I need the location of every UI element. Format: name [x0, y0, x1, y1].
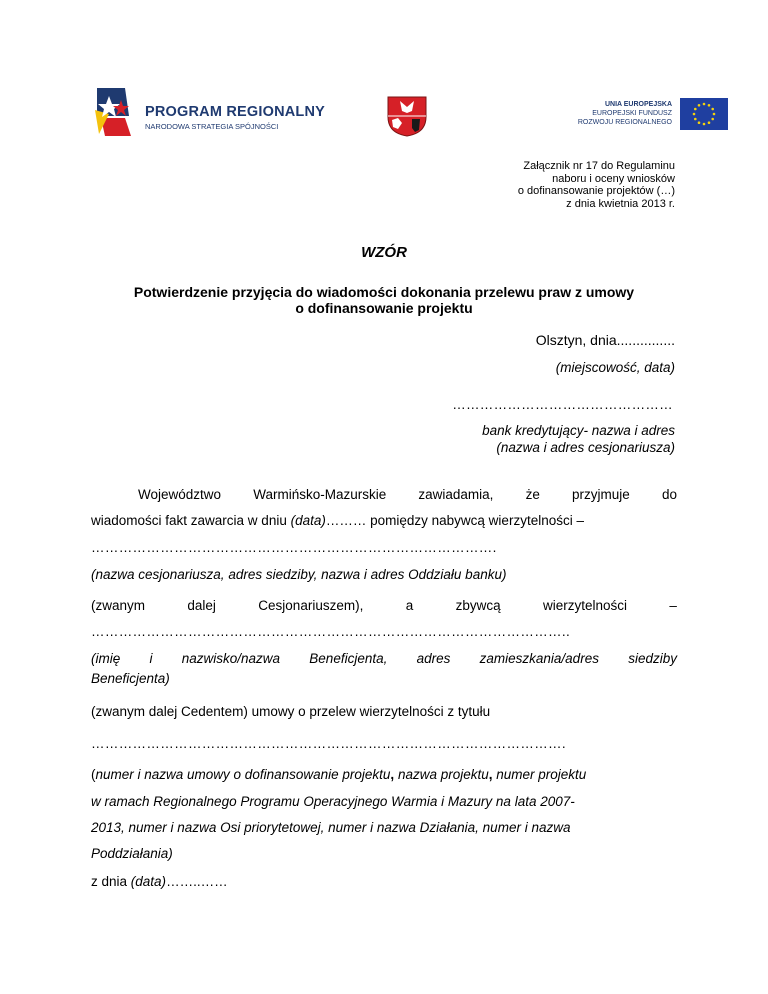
bank-caption-line1: bank kredytujący- nazwa i adres: [482, 423, 675, 438]
bank-caption-line2: (nazwa i adres cesjonariusza): [496, 440, 675, 455]
place-date: Olsztyn, dnia...............: [535, 332, 675, 348]
paragraph-1-dots: …………………………………………………………………………….: [91, 540, 497, 555]
program-regionalny-logo: [95, 86, 335, 138]
text: nazwa projektu: [397, 767, 489, 782]
paragraph-5: (zwanym dalej Cedentem) umowy o przelew wierzytelności z tytułu: [91, 704, 491, 719]
paragraph-6-line3: 2013, numer i nazwa Osi priorytetowej, numer i nazwa Działania, numer i nazwa: [91, 820, 571, 835]
annex-line: Załącznik nr 17 do Regulaminu: [523, 160, 675, 172]
eu-fund-line2: ROZWOJU REGIONALNEGO: [577, 119, 672, 126]
word: zamieszkania/adres: [479, 651, 599, 666]
text: (data): [130, 874, 167, 889]
annex-line: z dnia kwietnia 2013 r.: [566, 197, 675, 210]
text: (data): [290, 513, 326, 528]
coat-of-arms-icon: [386, 95, 428, 137]
annex-line: naboru i oceny wniosków: [552, 172, 675, 185]
bank-placeholder: …………………………………………: [452, 397, 673, 412]
place-date-caption: (miejscowość, data): [555, 360, 675, 375]
text: (: [91, 767, 96, 782]
paragraph-3-dots: …………………………………………………………………………………………..: [91, 624, 571, 639]
text: wiadomości fakt zawarcia w dniu: [91, 513, 291, 528]
template-label: WZÓR: [361, 244, 407, 261]
word: do: [661, 487, 677, 502]
word: siedziby: [628, 651, 677, 666]
eu-fund-line1: EUROPEJSKI FUNDUSZ: [592, 110, 672, 117]
program-regionalny-emblem-icon: [95, 86, 141, 138]
word: Województwo: [138, 487, 222, 502]
annex-line: o dofinansowanie projektów (…): [517, 185, 675, 197]
paragraph-6-line1: [91, 767, 677, 782]
bank-caption: [482, 422, 675, 456]
text: numer i nazwa umowy o dofinansowanie projektu: [95, 767, 391, 782]
eu-logo-text: [578, 100, 672, 127]
word: (imię: [91, 651, 121, 666]
text: ,: [390, 767, 398, 782]
word: zbywcą: [455, 598, 501, 613]
word: Beneficjenta,: [309, 651, 388, 666]
text: z dnia: [91, 874, 131, 889]
program-logo-subtitle: NARODOWA STRATEGIA SPÓJNOŚCI: [145, 122, 279, 131]
text: ……..……: [166, 874, 228, 889]
word: i: [149, 651, 153, 666]
annex-info: [518, 160, 675, 210]
paragraph-1-line1: [138, 487, 677, 502]
word: że: [525, 487, 540, 502]
text: ……… pomiędzy nabywcą wierzytelności –: [325, 513, 584, 528]
word: wierzytelności: [543, 598, 628, 613]
word: nazwisko/nazwa: [181, 651, 281, 666]
paragraph-5-dots: ………………………………………………………………………………………….: [91, 736, 567, 751]
word: zawiadamia,: [418, 487, 494, 502]
paragraph-3-line1: [91, 598, 677, 613]
word: Cesjonariuszem),: [258, 598, 364, 613]
word: przyjmuje: [572, 487, 630, 502]
header-logos: [0, 80, 768, 150]
text: numer projektu: [496, 767, 587, 782]
document-title-line1: Potwierdzenie przyjęcia do wiadomości dokonania przelewu praw z umowy: [133, 284, 635, 300]
text: ,: [488, 767, 497, 782]
word: adres: [416, 651, 451, 666]
word: (zwanym: [91, 598, 146, 613]
document-title-line2: o dofinansowanie projektu: [295, 300, 473, 316]
word: –: [669, 598, 677, 613]
paragraph-4-line2: Beneficjenta): [91, 671, 170, 686]
word: dalej: [187, 598, 216, 613]
program-logo-title: PROGRAM REGIONALNY: [145, 104, 326, 120]
word: a: [405, 598, 414, 613]
paragraph-1-line2: [91, 513, 677, 528]
eu-title: UNIA EUROPEJSKA: [604, 101, 672, 108]
paragraph-7: [91, 874, 677, 889]
word: Warmińsko-Mazurskie: [253, 487, 387, 502]
paragraph-2: (nazwa cesjonariusza, adres siedziby, nazwa i adres Oddziału banku): [91, 567, 507, 582]
eu-flag-icon: [680, 98, 728, 130]
paragraph-6-line4: Poddziałania): [91, 846, 173, 861]
paragraph-6-line2: w ramach Regionalnego Programu Operacyjnego Warmia i Mazury na lata 2007-: [91, 794, 575, 809]
document-title: [0, 284, 768, 316]
paragraph-4-line1: [91, 651, 677, 666]
